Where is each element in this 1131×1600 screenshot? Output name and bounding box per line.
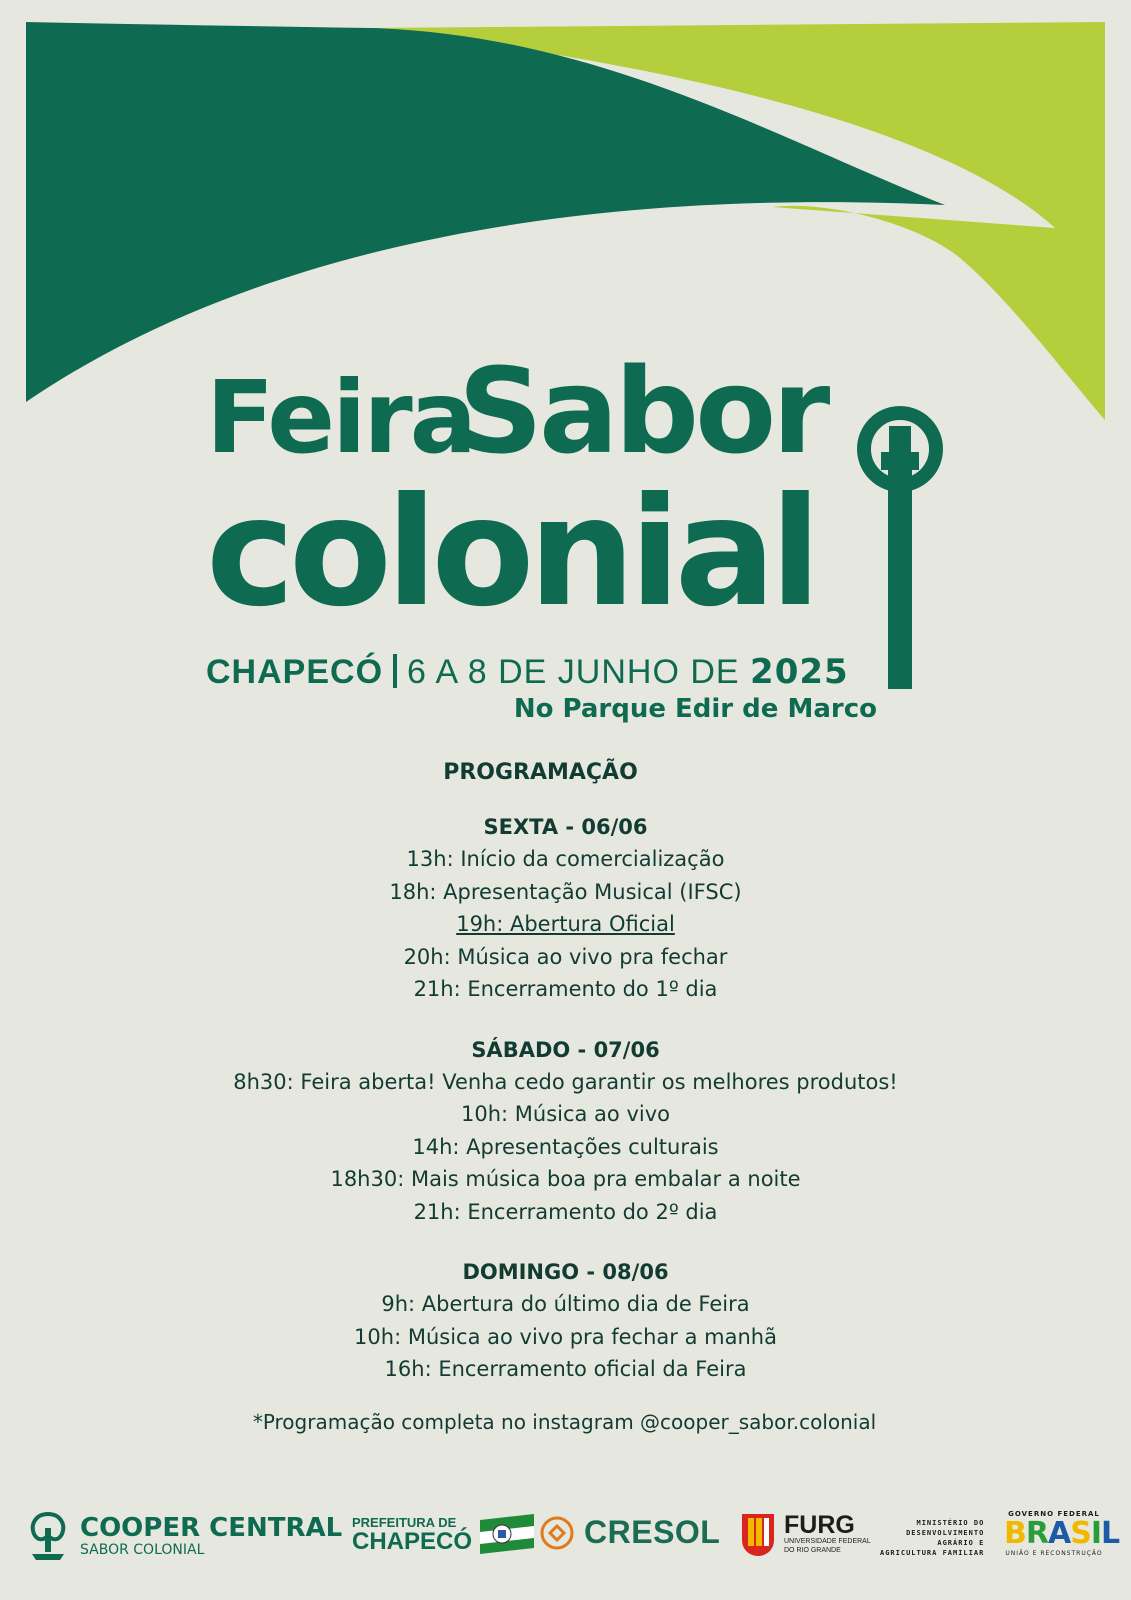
program-section [0,760,1131,1434]
chapeco-flag-icon [478,1514,536,1554]
furg-emblem-icon [738,1510,778,1558]
gov-slogan: UNIÃO E RECONSTRUÇÃO [1005,1550,1103,1557]
day-block-sunday [0,1256,1131,1386]
schedule-item: 20h: Música ao vivo pra fechar [403,944,728,969]
sponsor-logos [0,1500,1131,1580]
gov-brasil-word: BRASIL [1004,1516,1120,1551]
instagram-note: *Programação completa no instagram @cooper_sabor.colonial [252,1409,877,1434]
mda-ministry-logo [880,1518,984,1558]
cresol-icon [540,1516,574,1550]
prefeitura-city: CHAPECÓ [352,1527,473,1555]
year-label: 2025 [750,652,849,692]
day-heading: DOMINGO - 08/06 [462,1260,669,1284]
day-block-saturday [0,1034,1131,1229]
prefeitura-label: PREFEITURA DE [352,1514,457,1530]
prefeitura-chapeco-logo [352,1514,536,1554]
schedule-item: 8h30: Feira aberta! Venha cedo garantir os melhores produtos! [233,1069,898,1094]
mda-line1: MINISTÉRIO DO [916,1519,985,1527]
furg-name: FURG [784,1511,855,1539]
schedule-item: 10h: Música ao vivo pra fechar a manhã [354,1324,777,1349]
title-feira: Feira [206,359,475,476]
mda-line4: AGRICULTURA FAMILIAR [880,1549,985,1557]
title-colonial: colonial [206,466,816,640]
venue-label: No Parque Edir de Marco [513,694,877,724]
title-sabor: Sabor [458,342,827,480]
furg-sub2: DO RIO GRANDE [784,1547,841,1554]
schedule-item: 21h: Encerramento do 2º dia [413,1199,718,1224]
day-heading: SÁBADO - 07/06 [471,1037,660,1062]
schedule-item: 10h: Música ao vivo [460,1102,670,1126]
cooper-name: COOPER CENTRAL [80,1513,343,1543]
day-block-friday [0,811,1131,1006]
schedule-item: 13h: Início da comercialização [406,847,725,871]
schedule-item: 18h30: Mais música boa pra embalar a noite [330,1167,801,1191]
governo-federal-logo [1004,1510,1120,1557]
mda-line3: AGRÁRIO E [937,1539,985,1547]
dates-label: 6 A 8 DE JUNHO DE [407,653,740,691]
cresol-logo [540,1514,720,1551]
cooper-subtitle: SABOR COLONIAL [80,1542,205,1558]
city-label: CHAPECÓ [206,653,384,691]
tree-icon [855,404,945,689]
event-dateline [206,652,849,692]
schedule-item: 16h: Encerramento oficial da Feira [384,1357,747,1381]
day-heading: SEXTA - 06/06 [483,815,648,839]
cooper-central-logo [26,1510,342,1562]
furg-sub1: UNIVERSIDADE FEDERAL [784,1538,871,1545]
schedule-item: 18h: Apresentação Musical (IFSC) [389,879,742,904]
program-title: PROGRAMAÇÃO [443,760,638,785]
gov-label: GOVERNO FEDERAL [1008,1510,1100,1518]
schedule-item: 21h: Encerramento do 1º dia [413,977,718,1001]
furg-logo [738,1510,871,1558]
cooper-tree-icon [26,1510,70,1562]
schedule-item: 14h: Apresentações culturais [412,1134,719,1159]
schedule-item: 9h: Abertura do último dia de Feira [381,1292,750,1316]
cresol-name: CRESOL [584,1514,721,1550]
separator-bar [393,654,397,688]
mda-line2: DESENVOLVIMENTO [906,1529,985,1537]
schedule-item-link[interactable]: 19h: Abertura Oficial [456,912,675,936]
